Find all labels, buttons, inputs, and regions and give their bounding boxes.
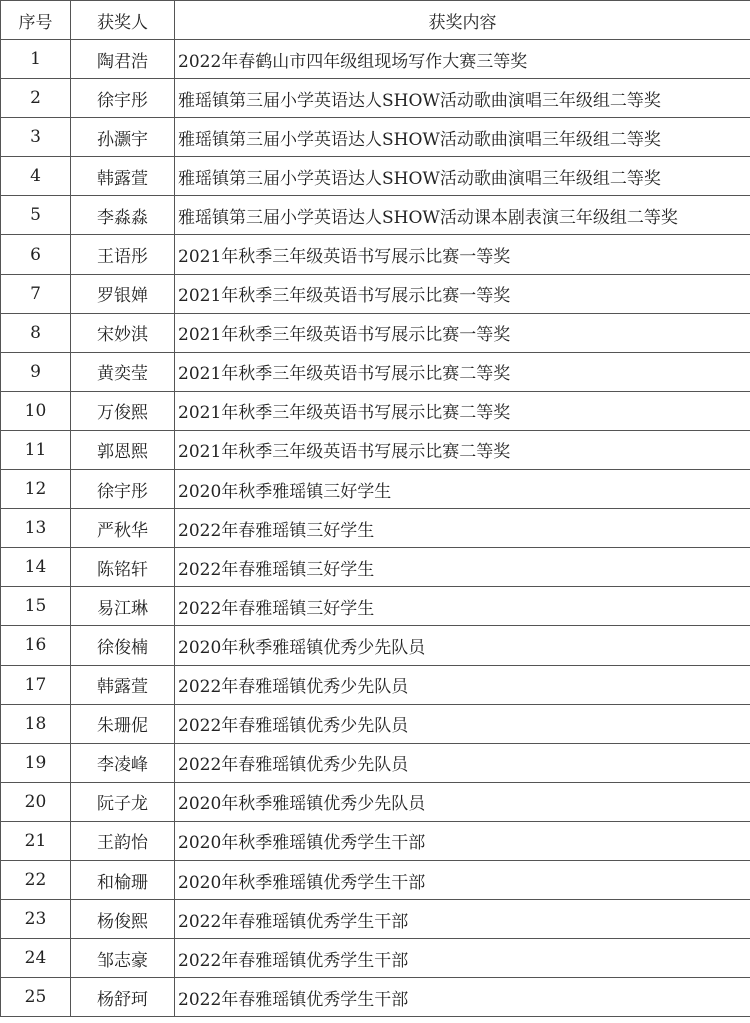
row-award-content: 2021年秋季三年级英语书写展示比赛一等奖: [175, 235, 750, 274]
row-serial-number: 25: [1, 978, 71, 1017]
row-serial-number: 14: [1, 548, 71, 587]
header-serial-number: 序号: [1, 1, 71, 40]
row-winner-name: 徐宇彤: [71, 470, 175, 509]
row-winner-name: 杨俊熙: [71, 900, 175, 939]
row-serial-number: 22: [1, 860, 71, 899]
row-winner-name: 罗银婵: [71, 274, 175, 313]
row-award-content: 2022年春雅瑶镇优秀少先队员: [175, 704, 750, 743]
row-winner-name: 孙灏宇: [71, 118, 175, 157]
row-winner-name: 万俊熙: [71, 391, 175, 430]
row-winner-name: 阮子龙: [71, 782, 175, 821]
table-row: [1, 274, 750, 313]
table-row: [1, 509, 750, 548]
row-award-content: 2020年秋季雅瑶镇优秀少先队员: [175, 782, 750, 821]
row-winner-name: 朱珊伲: [71, 704, 175, 743]
row-award-content: 2022年春雅瑶镇三好学生: [175, 587, 750, 626]
row-award-content: 2022年春雅瑶镇优秀学生干部: [175, 939, 750, 978]
table-row: [1, 118, 750, 157]
row-award-content: 雅瑶镇第三届小学英语达人SHOW活动课本剧表演三年级组二等奖: [175, 196, 750, 235]
row-award-content: 2021年秋季三年级英语书写展示比赛一等奖: [175, 313, 750, 352]
row-serial-number: 11: [1, 430, 71, 469]
table-row: [1, 157, 750, 196]
row-serial-number: 21: [1, 821, 71, 860]
table-row: [1, 821, 750, 860]
row-serial-number: 15: [1, 587, 71, 626]
table-row: [1, 196, 750, 235]
row-winner-name: 陈铭轩: [71, 548, 175, 587]
row-winner-name: 郭恩熙: [71, 430, 175, 469]
row-winner-name: 韩露萱: [71, 157, 175, 196]
table-row: [1, 352, 750, 391]
table-row: [1, 860, 750, 899]
table-row: [1, 626, 750, 665]
row-winner-name: 邹志豪: [71, 939, 175, 978]
header-row: [1, 1, 750, 40]
row-award-content: 2020年秋季雅瑶镇优秀学生干部: [175, 860, 750, 899]
header-winner: 获奖人: [71, 1, 175, 40]
row-winner-name: 陶君浩: [71, 40, 175, 79]
row-serial-number: 19: [1, 743, 71, 782]
table-row: [1, 939, 750, 978]
table-row: [1, 40, 750, 79]
row-winner-name: 和榆珊: [71, 860, 175, 899]
row-award-content: 雅瑶镇第三届小学英语达人SHOW活动歌曲演唱三年级组二等奖: [175, 118, 750, 157]
row-winner-name: 李凌峰: [71, 743, 175, 782]
row-winner-name: 宋妙淇: [71, 313, 175, 352]
row-award-content: 2022年春雅瑶镇三好学生: [175, 548, 750, 587]
header-award-content: 获奖内容: [175, 1, 750, 40]
row-award-content: 2022年春雅瑶镇优秀学生干部: [175, 900, 750, 939]
row-winner-name: 韩露萱: [71, 665, 175, 704]
row-serial-number: 23: [1, 900, 71, 939]
row-serial-number: 17: [1, 665, 71, 704]
table-row: [1, 743, 750, 782]
table-row: [1, 782, 750, 821]
table-row: [1, 704, 750, 743]
row-award-content: 雅瑶镇第三届小学英语达人SHOW活动歌曲演唱三年级组二等奖: [175, 79, 750, 118]
table-row: [1, 313, 750, 352]
row-serial-number: 8: [1, 313, 71, 352]
row-winner-name: 杨舒珂: [71, 978, 175, 1017]
row-serial-number: 6: [1, 235, 71, 274]
row-winner-name: 黄奕莹: [71, 352, 175, 391]
row-winner-name: 徐宇彤: [71, 79, 175, 118]
row-serial-number: 20: [1, 782, 71, 821]
table-row: [1, 79, 750, 118]
row-serial-number: 3: [1, 118, 71, 157]
row-serial-number: 5: [1, 196, 71, 235]
row-winner-name: 易江琳: [71, 587, 175, 626]
row-serial-number: 1: [1, 40, 71, 79]
row-serial-number: 4: [1, 157, 71, 196]
row-award-content: 2021年秋季三年级英语书写展示比赛一等奖: [175, 274, 750, 313]
row-award-content: 2020年秋季雅瑶镇优秀少先队员: [175, 626, 750, 665]
row-award-content: 2021年秋季三年级英语书写展示比赛二等奖: [175, 391, 750, 430]
table-row: [1, 391, 750, 430]
row-winner-name: 严秋华: [71, 509, 175, 548]
row-winner-name: 徐俊楠: [71, 626, 175, 665]
row-award-content: 雅瑶镇第三届小学英语达人SHOW活动歌曲演唱三年级组二等奖: [175, 157, 750, 196]
row-serial-number: 7: [1, 274, 71, 313]
table-row: [1, 470, 750, 509]
row-serial-number: 2: [1, 79, 71, 118]
row-winner-name: 王韵怡: [71, 821, 175, 860]
row-award-content: 2022年春雅瑶镇优秀少先队员: [175, 665, 750, 704]
row-winner-name: 王语彤: [71, 235, 175, 274]
row-winner-name: 李淼淼: [71, 196, 175, 235]
row-serial-number: 24: [1, 939, 71, 978]
table-row: [1, 587, 750, 626]
table-row: [1, 978, 750, 1017]
row-award-content: 2022年春鹤山市四年级组现场写作大赛三等奖: [175, 40, 750, 79]
row-award-content: 2022年春雅瑶镇优秀学生干部: [175, 978, 750, 1017]
table-row: [1, 900, 750, 939]
row-serial-number: 13: [1, 509, 71, 548]
row-serial-number: 10: [1, 391, 71, 430]
row-award-content: 2020年秋季雅瑶镇优秀学生干部: [175, 821, 750, 860]
row-serial-number: 12: [1, 470, 71, 509]
table-row: [1, 548, 750, 587]
row-award-content: 2022年春雅瑶镇优秀少先队员: [175, 743, 750, 782]
table-row: [1, 665, 750, 704]
row-award-content: 2021年秋季三年级英语书写展示比赛二等奖: [175, 430, 750, 469]
table-row: [1, 235, 750, 274]
row-award-content: 2022年春雅瑶镇三好学生: [175, 509, 750, 548]
row-serial-number: 18: [1, 704, 71, 743]
row-serial-number: 9: [1, 352, 71, 391]
row-serial-number: 16: [1, 626, 71, 665]
row-award-content: 2021年秋季三年级英语书写展示比赛二等奖: [175, 352, 750, 391]
row-award-content: 2020年秋季雅瑶镇三好学生: [175, 470, 750, 509]
table-row: [1, 430, 750, 469]
